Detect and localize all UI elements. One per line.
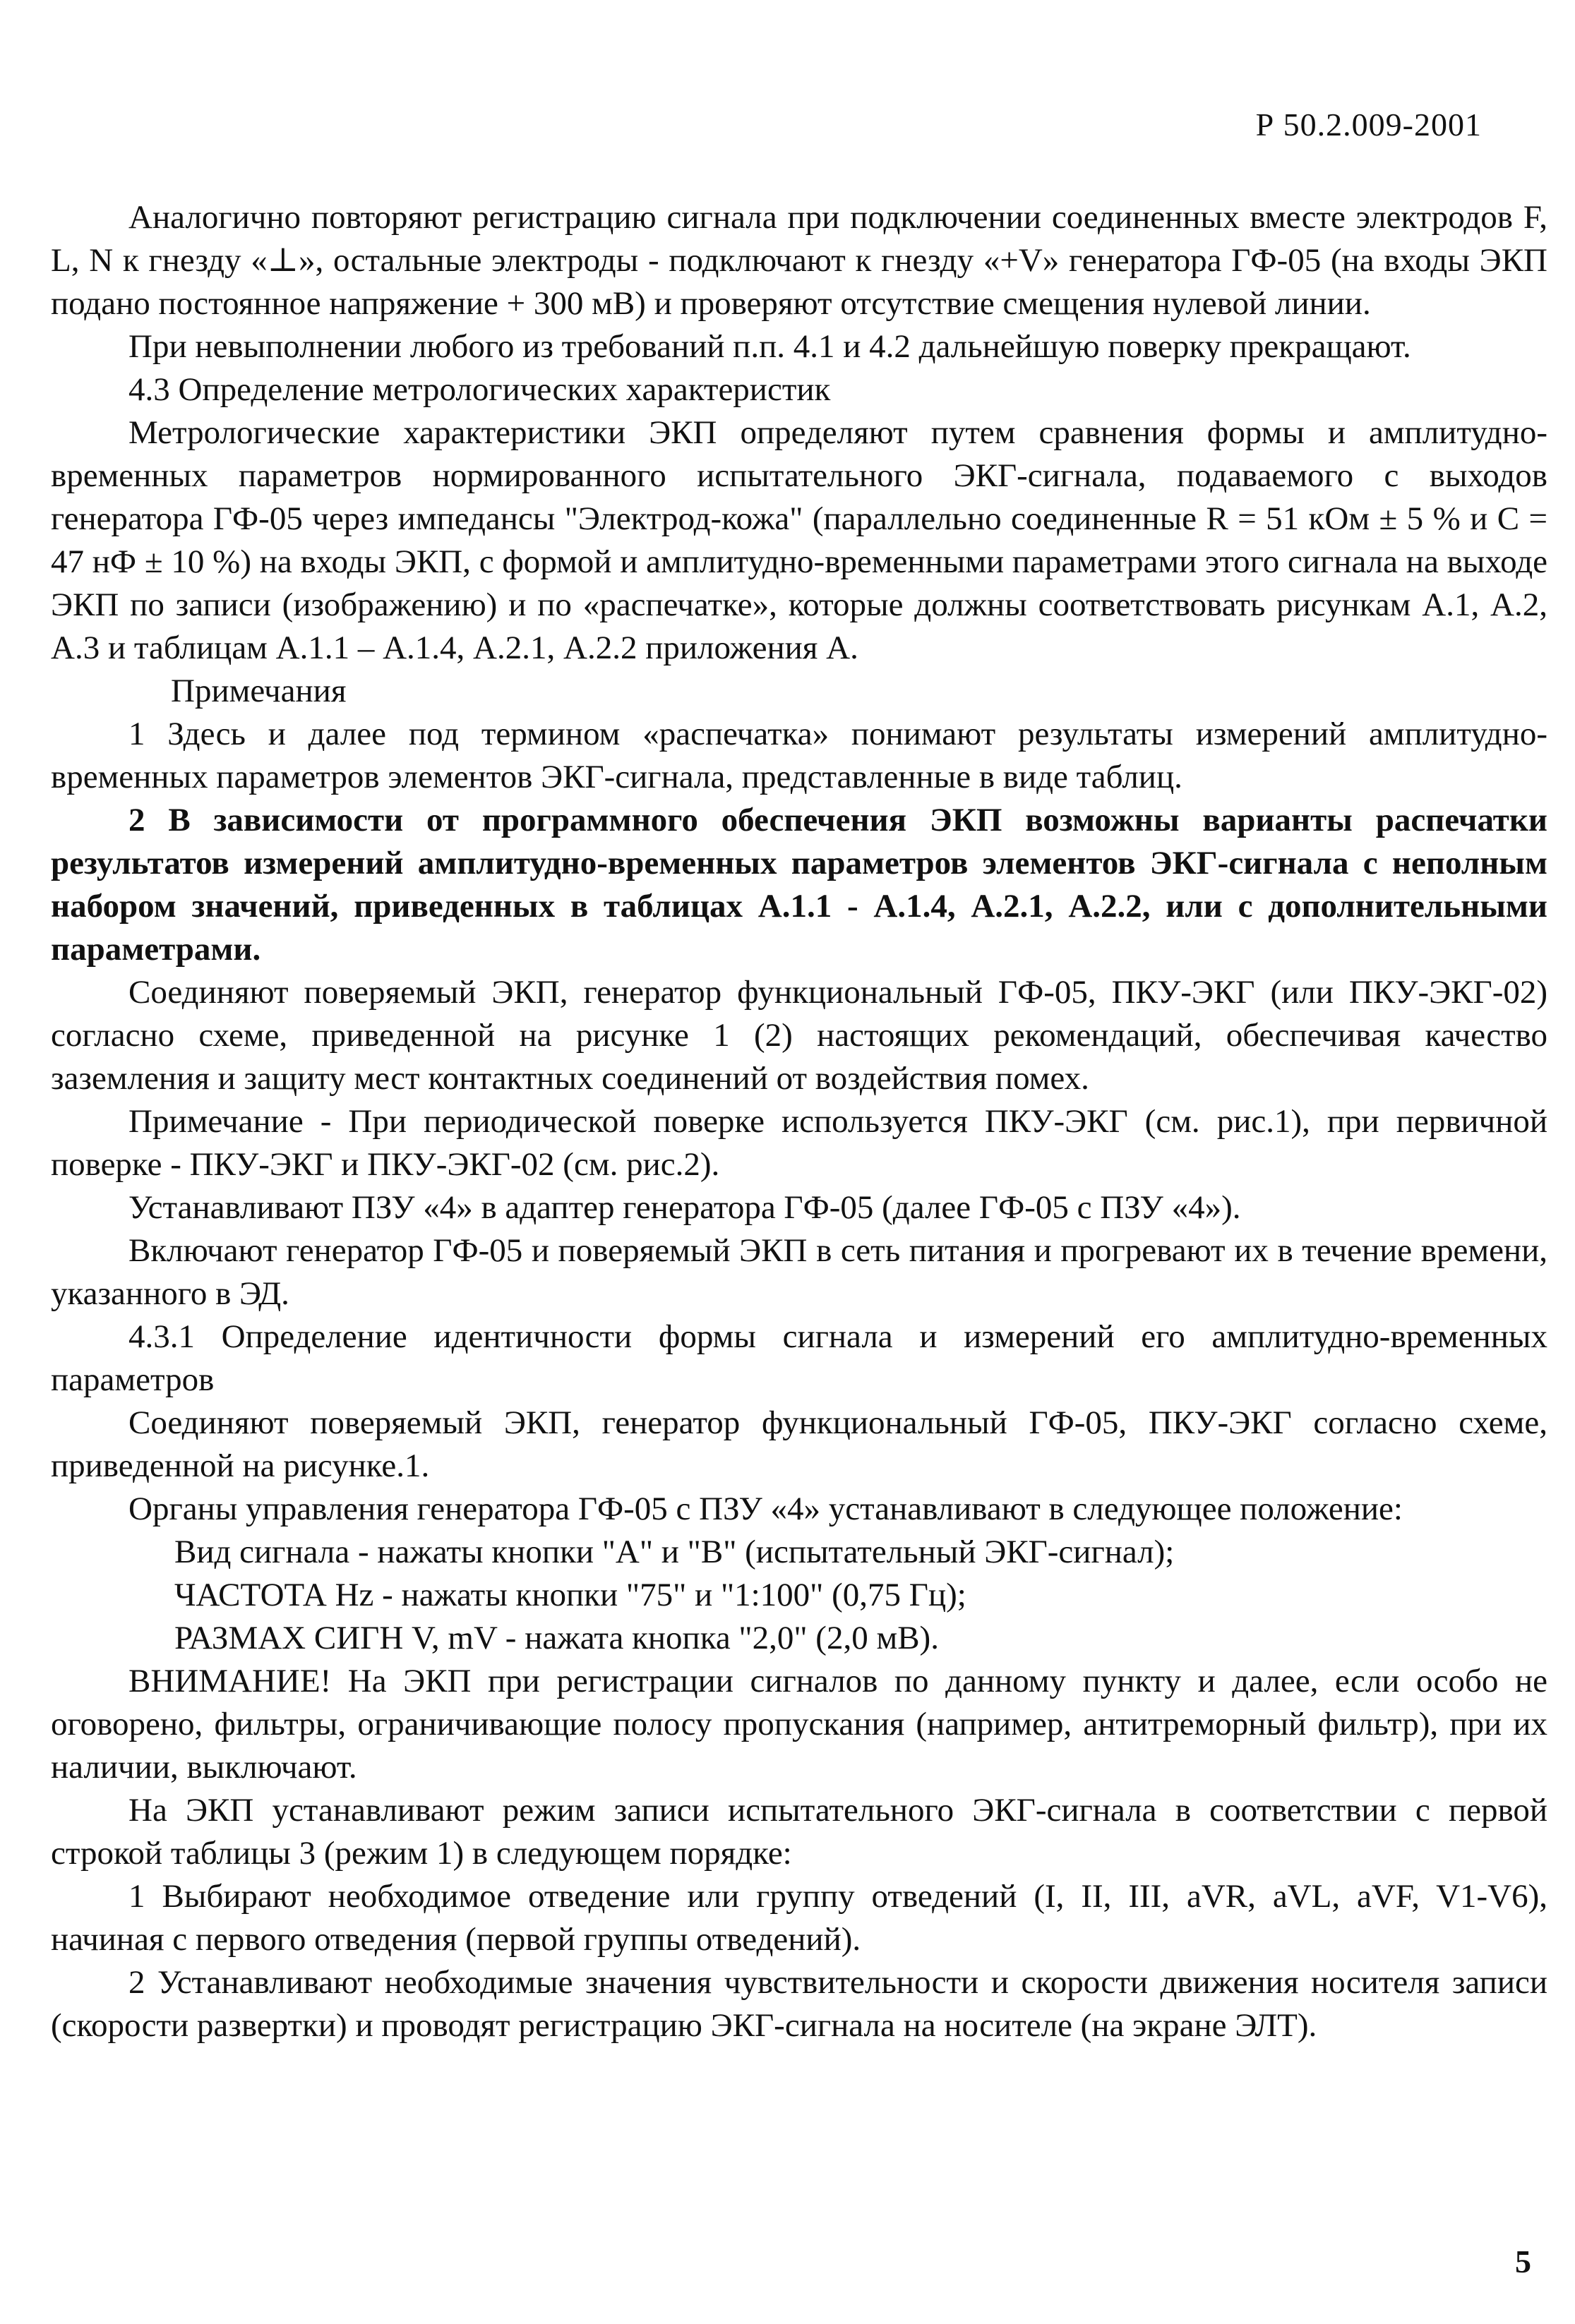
section-heading-4-3-1: 4.3.1 Определение идентичности формы сигнала и измерений его амплитудно-временных параметров (51, 1318, 1547, 1398)
paragraph-zero-line-check: Аналогично повторяют регистрацию сигнала при подключении соединенных вместе электродов F, L, N к гнезду «⊥», остальные электроды - подключают к гнезду «+V» генератора ГФ-05 (на входы ЭКП подано постоянное напряжение + 300 мВ) и проверяют отсутствие смещения нулевой линии. (51, 199, 1547, 322)
section-heading-4-3: 4.3 Определение метрологических характеристик (128, 371, 831, 408)
note-2: 2 В зависимости от программного обеспечения ЭКП возможны варианты распечатки результатов измерений амплитудно-временных параметров элементов ЭКГ-сигнала с неполным набором значений, приведенных в таблицах А.1.1 - А.1.4, А.2.1, А.2.2, или с дополнительными параметрами. (51, 802, 1547, 968)
paragraph-controls-position: Органы управления генератора ГФ-05 с ПЗУ «4» устанавливают в следующее положение: (128, 1491, 1403, 1527)
page-number: 5 (1515, 2244, 1531, 2280)
control-frequency: ЧАСТОТА Hz - нажаты кнопки "75" и "1:100" (0,75 Гц); (174, 1577, 966, 1613)
control-signal-type: Вид сигнала - нажаты кнопки "А" и "В" (испытательный ЭКГ-сигнал); (174, 1534, 1175, 1570)
paragraph-warm-up: Включают генератор ГФ-05 и поверяемый ЭКП в сеть питания и прогревают их в течение времени, указанного в ЭД. (51, 1232, 1547, 1312)
document-code: Р 50.2.009-2001 (1255, 107, 1482, 143)
paragraph-install-rom: Устанавливают ПЗУ «4» в адаптер генератора ГФ-05 (далее ГФ-05 с ПЗУ «4»). (128, 1189, 1241, 1226)
paragraph-stop-verification: При невыполнении любого из требований п.п. 4.1 и 4.2 дальнейшую поверку прекращают. (128, 328, 1411, 365)
paragraph-metrology-method: Метрологические характеристики ЭКП определяют путем сравнения формы и амплитудно-временных параметров нормированного испытательного ЭКГ-сигнала, подаваемого с выходов генератора ГФ-05 через импедансы "Электрод-кожа" (параллельно соединенные R = 51 кОм ± 5 % и С = 47 нФ ± 10 %) на входы ЭКП, с формой и амплитудно-временными параметрами этого сигнала на выходе ЭКП по записи (изображению) и по «распечатке», которые должны соответствовать рисункам А.1, А.2, А.3 и таблицам А.1.1 – А.1.4, А.2.1, А.2.2 приложения А. (51, 414, 1547, 666)
paragraph-connection-note: Примечание - При периодической поверке используется ПКУ-ЭКГ (см. рис.1), при первичной поверке - ПКУ-ЭКГ и ПКУ-ЭКГ-02 (см. рис.2). (51, 1103, 1547, 1183)
paragraph-recording-mode: На ЭКП устанавливают режим записи испытательного ЭКГ-сигнала в соответствии с первой строкой таблицы 3 (режим 1) в следующем порядке: (51, 1792, 1547, 1872)
document-body (51, 196, 1547, 2047)
control-amplitude: РАЗМАХ СИГН V, mV - нажата кнопка "2,0" (2,0 мВ). (174, 1620, 939, 1656)
step-1-select-lead: 1 Выбирают необходимое отведение или группу отведений (I, II, III, aVR, aVL, aVF, V1-V6), начиная с первого отведения (первой группы отведений). (51, 1878, 1547, 1958)
step-2-set-sensitivity: 2 Устанавливают необходимые значения чувствительности и скорости движения носителя записи (скорости развертки) и проводят регистрацию ЭКГ-сигнала на носителе (на экране ЭЛТ). (51, 1964, 1547, 2044)
paragraph-attention-filters: ВНИМАНИЕ! На ЭКП при регистрации сигналов по данному пункту и далее, если особо не оговорено, фильтры, ограничивающие полосу пропускания (например, антитреморный фильтр), при их наличии, выключают. (51, 1663, 1547, 1786)
paragraph-connection-scheme-1: Соединяют поверяемый ЭКП, генератор функциональный ГФ-05, ПКУ-ЭКГ согласно схеме, приведенной на рисунке.1. (51, 1404, 1547, 1484)
note-1: 1 Здесь и далее под термином «распечатка» понимают результаты измерений амплитудно-временных параметров элементов ЭКГ-сигнала, представленные в виде таблиц. (51, 716, 1547, 795)
notes-heading: Примечания (171, 673, 347, 709)
paragraph-connection: Соединяют поверяемый ЭКП, генератор функциональный ГФ-05, ПКУ-ЭКГ (или ПКУ-ЭКГ-02) согласно схеме, приведенной на рисунке 1 (2) настоящих рекомендаций, обеспечивая качество заземления и защиту мест контактных соединений от воздействия помех. (51, 974, 1547, 1097)
